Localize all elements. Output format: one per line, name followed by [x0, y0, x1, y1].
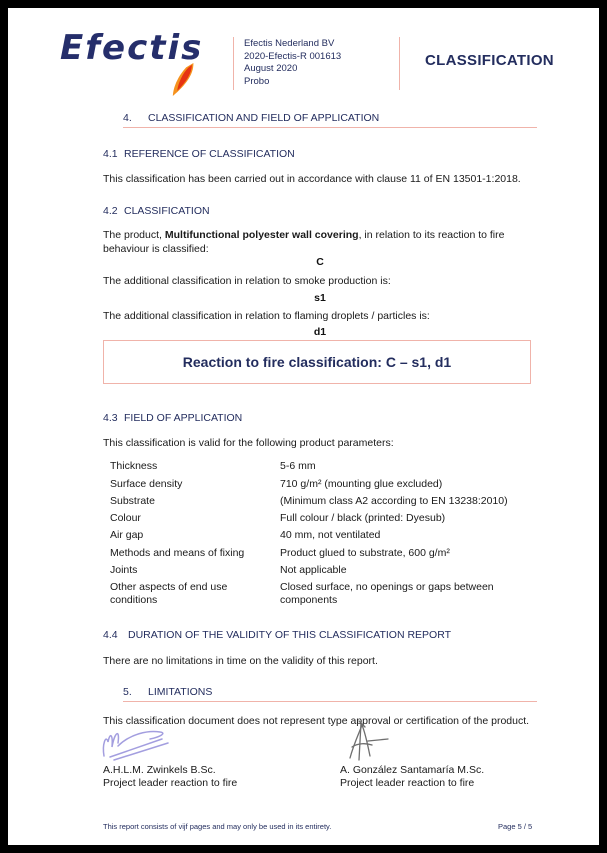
header-info-block [244, 38, 341, 88]
signer-2-name: A. González Santamaría M.Sc. [340, 764, 485, 776]
footer-page-number: Page 5 / 5 [498, 822, 533, 831]
param-label: Joints [110, 564, 138, 576]
droplets-class-value: d1 [313, 326, 327, 338]
smoke-class-value: s1 [314, 292, 326, 304]
s44-heading [103, 629, 451, 641]
header-divider-left [233, 37, 234, 90]
section-5-underline [123, 701, 537, 702]
param-value: Not applicable [280, 564, 347, 576]
s44-body: There are no limitations in time on the validity of this report. [103, 655, 378, 667]
s43-title: FIELD OF APPLICATION [124, 412, 243, 424]
section-4-heading [123, 112, 379, 124]
s42-number: 4.2 [103, 205, 118, 217]
header-date: August 2020 [244, 63, 298, 74]
param-label: Thickness [110, 460, 158, 472]
efectis-logo [60, 28, 203, 68]
fire-class-value: C [316, 256, 324, 268]
param-value: 40 mm, not ventilated [280, 529, 381, 541]
signer-1-role: Project leader reaction to fire [103, 777, 238, 789]
param-value: 5-6 mm [280, 460, 316, 472]
signer-2-role: Project leader reaction to fire [340, 777, 475, 789]
s42-intro-suffix: , in relation to its reaction to fire behaviour is classified: [103, 229, 505, 255]
header-report-number: 2020-Efectis-R 001613 [244, 50, 342, 62]
s41-body: This classification has been carried out in accordance with clause 11 of EN 13501-1:2018. [103, 173, 521, 185]
s42-product-name: Multifunctional polyester wall covering [164, 229, 359, 241]
s41-number: 4.1 [103, 148, 118, 160]
param-value: 710 g/m² (mounting glue excluded) [280, 478, 443, 490]
param-value: Full colour / black (printed: Dyesub) [280, 512, 446, 524]
param-label: Methods and means of fixing [110, 547, 245, 559]
signature-zwinkels [100, 726, 178, 762]
param-label: Surface density [110, 478, 183, 490]
footer-note: This report consists of vijf pages and may only be used in its entirety. [103, 822, 332, 831]
efectis-logo-text: Efectis [60, 28, 204, 68]
s42-intro-paragraph [103, 228, 537, 256]
header-company: Efectis Nederland BV [244, 38, 335, 49]
s43-number: 4.3 [103, 412, 118, 424]
document-type-title: CLASSIFICATION [425, 52, 554, 69]
s41-title: REFERENCE OF CLASSIFICATION [124, 148, 295, 160]
signer-1-name: A.H.L.M. Zwinkels B.Sc. [103, 764, 216, 776]
s43-heading [103, 412, 242, 424]
section-4-number: 4. [123, 112, 132, 124]
param-label: Other aspects of end use conditions [110, 581, 228, 606]
section-5-number: 5. [123, 686, 132, 698]
s44-number: 4.4 [103, 629, 118, 641]
classification-result-text: Reaction to fire classification: C – s1, d1 [182, 354, 452, 370]
param-label: Colour [110, 512, 141, 524]
section-5-body: This classification document does not represent type approval or certification of the product. [103, 715, 530, 727]
header-client: Probo [244, 75, 270, 87]
signature-gonzalez [338, 720, 390, 762]
s42-droplets-line: The additional classification in relation to flaming droplets / particles is: [103, 310, 430, 322]
param-value: (Minimum class A2 according to EN 13238:2010) [280, 495, 508, 507]
s42-title: CLASSIFICATION [124, 205, 210, 217]
param-value: Product glued to substrate, 600 g/m² [280, 547, 450, 559]
param-label: Air gap [110, 529, 144, 541]
param-label: Substrate [110, 495, 155, 507]
s44-title: DURATION OF THE VALIDITY OF THIS CLASSIFICATION REPORT [128, 629, 452, 641]
param-value: Closed surface, no openings or gaps between components [280, 581, 494, 606]
header-divider-right [399, 37, 400, 90]
section-4-underline [123, 127, 537, 128]
section-5-heading [123, 686, 212, 698]
section-4-title: CLASSIFICATION AND FIELD OF APPLICATION [148, 112, 380, 124]
classification-result-box [103, 340, 531, 384]
report-page [8, 8, 599, 845]
s41-heading [103, 148, 295, 160]
section-5-title: LIMITATIONS [148, 686, 213, 698]
s43-intro: This classification is valid for the following product parameters: [103, 437, 394, 449]
s42-intro-prefix: The product, [103, 229, 165, 241]
s42-heading [103, 205, 210, 217]
s42-smoke-line: The additional classification in relation to smoke production is: [103, 275, 391, 287]
